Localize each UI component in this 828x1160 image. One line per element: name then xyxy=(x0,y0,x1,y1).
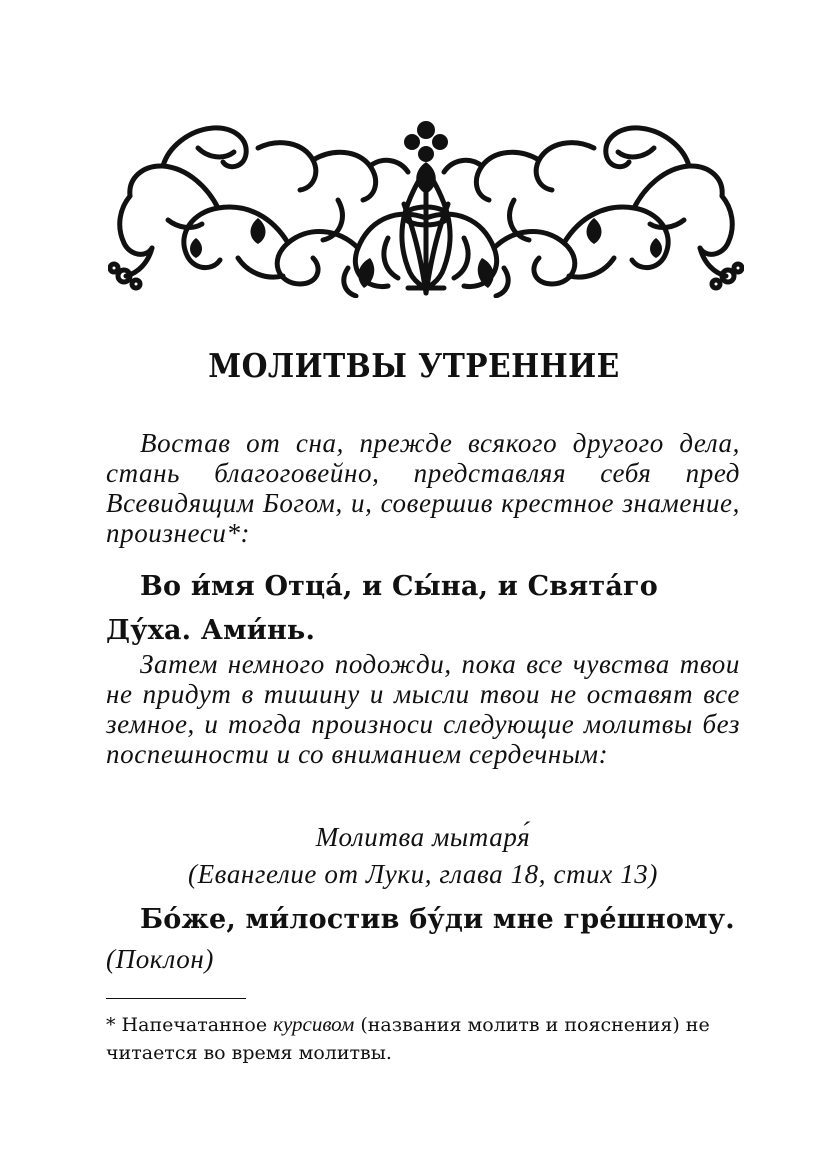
publican-prayer: Бо́же, ми́лостив бу́ди мне гре́шному. xyxy=(140,904,735,935)
footnote-divider xyxy=(106,998,246,999)
prayer-in-the-name: Во и́мя Отца́, и Сы́на, и Свята́го Ду́ха. Ами́нь. xyxy=(106,571,658,646)
page-title: МОЛИТВЫ УТРЕННИЕ xyxy=(208,346,620,385)
footnote xyxy=(106,1010,740,1067)
prayer-heading: Молитва мытаря́ xyxy=(315,822,531,852)
instruction-paragraph: Затем немного подожди, пока все чувства твои не придут в тишину и мысли твои не оставят все земное, и тогда произноси следующие молитвы без поспешности и со вниманием сердечным: xyxy=(106,649,740,769)
rubric-bow: (Поклон) xyxy=(106,944,214,974)
footnote-italic-word: курсивом xyxy=(273,1012,355,1036)
footnote-marker: * xyxy=(106,1014,116,1036)
prayer-source-reference: (Евангелие от Луки, глава 18, стих 13) xyxy=(188,859,658,889)
floral-ornament-icon xyxy=(108,108,744,298)
footnote-text-after: (названия молитв и пояснения) не читается во время молитвы. xyxy=(106,1014,710,1064)
footnote-text-before: Напечатанное xyxy=(121,1014,268,1036)
intro-paragraph: Востав от сна, прежде всякого другого дела, стань благоговейно, представляя себя пред Всевидящим Богом, и, совершив крестное знамение, произнеси*: xyxy=(106,428,740,548)
